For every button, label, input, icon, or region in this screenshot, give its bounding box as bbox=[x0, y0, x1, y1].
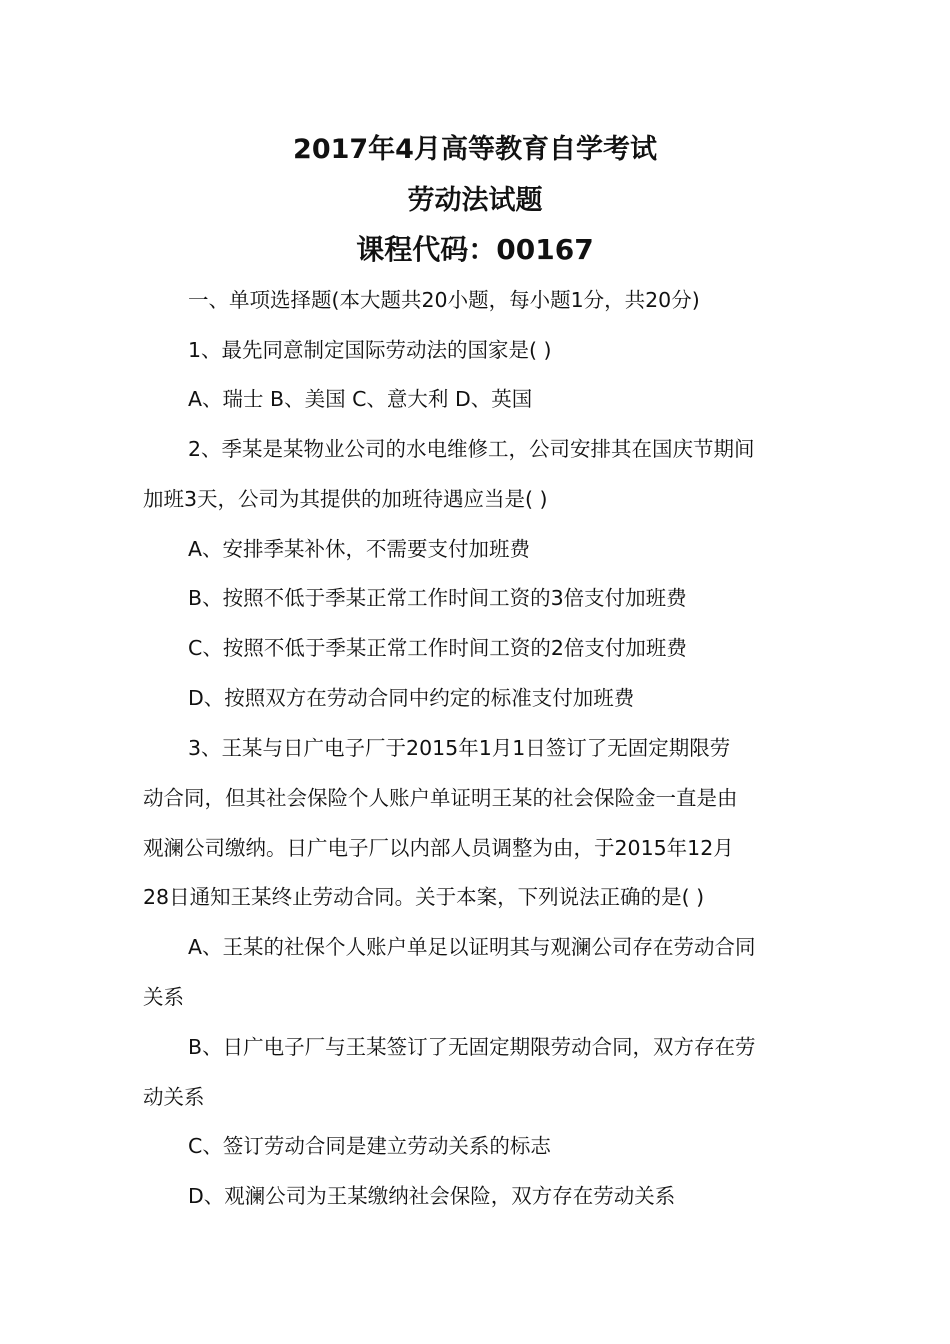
section-heading: 一、单项选择题(本大题共20小题，每小题1分，共20分) bbox=[188, 288, 700, 312]
question-3-option-a-line-2: 关系 bbox=[143, 985, 184, 1009]
question-2-option-c: C、按照不低于季某正常工作时间工资的2倍支付加班费 bbox=[188, 636, 687, 660]
course-code-title: 课程代码：00167 bbox=[356, 233, 594, 266]
question-2-option-d: D、按照双方在劳动合同中约定的标准支付加班费 bbox=[188, 686, 635, 710]
question-1: 1、最先同意制定国际劳动法的国家是( ) bbox=[188, 338, 552, 362]
question-3-option-b-line-2: 动关系 bbox=[143, 1085, 205, 1109]
question-3-option-c: C、签订劳动合同是建立劳动关系的标志 bbox=[188, 1134, 551, 1158]
question-3-option-d: D、观澜公司为王某缴纳社会保险，双方存在劳动关系 bbox=[188, 1184, 676, 1208]
subject-title: 劳动法试题 bbox=[407, 185, 543, 216]
question-3-line-3: 观澜公司缴纳。日广电子厂以内部人员调整为由，于2015年12月 bbox=[143, 836, 734, 860]
question-2-line-2: 加班3天，公司为其提供的加班待遇应当是( ) bbox=[143, 487, 548, 511]
question-3-line-4: 28日通知王某终止劳动合同。关于本案，下列说法正确的是( ) bbox=[143, 885, 705, 909]
question-2-option-a: A、安排季某补休，不需要支付加班费 bbox=[188, 537, 531, 561]
question-2-line-1: 2、季某是某物业公司的水电维修工，公司安排其在国庆节期间 bbox=[188, 437, 755, 461]
question-3-line-1: 3、王某与日广电子厂于2015年1月1日签订了无固定期限劳 bbox=[188, 736, 731, 760]
question-3-line-2: 动合同，但其社会保险个人账户单证明王某的社会保险金一直是由 bbox=[143, 786, 738, 810]
question-1-options: A、瑞士 B、美国 C、意大利 D、英国 bbox=[188, 387, 533, 411]
question-3-option-b-line-1: B、日广电子厂与王某签订了无固定期限劳动合同，双方存在劳 bbox=[188, 1035, 756, 1059]
question-2-option-b: B、按照不低于季某正常工作时间工资的3倍支付加班费 bbox=[188, 586, 687, 610]
exam-title: 2017年4月高等教育自学考试 bbox=[293, 134, 657, 165]
question-3-option-a-line-1: A、王某的社保个人账户单足以证明其与观澜公司存在劳动合同 bbox=[188, 935, 756, 959]
